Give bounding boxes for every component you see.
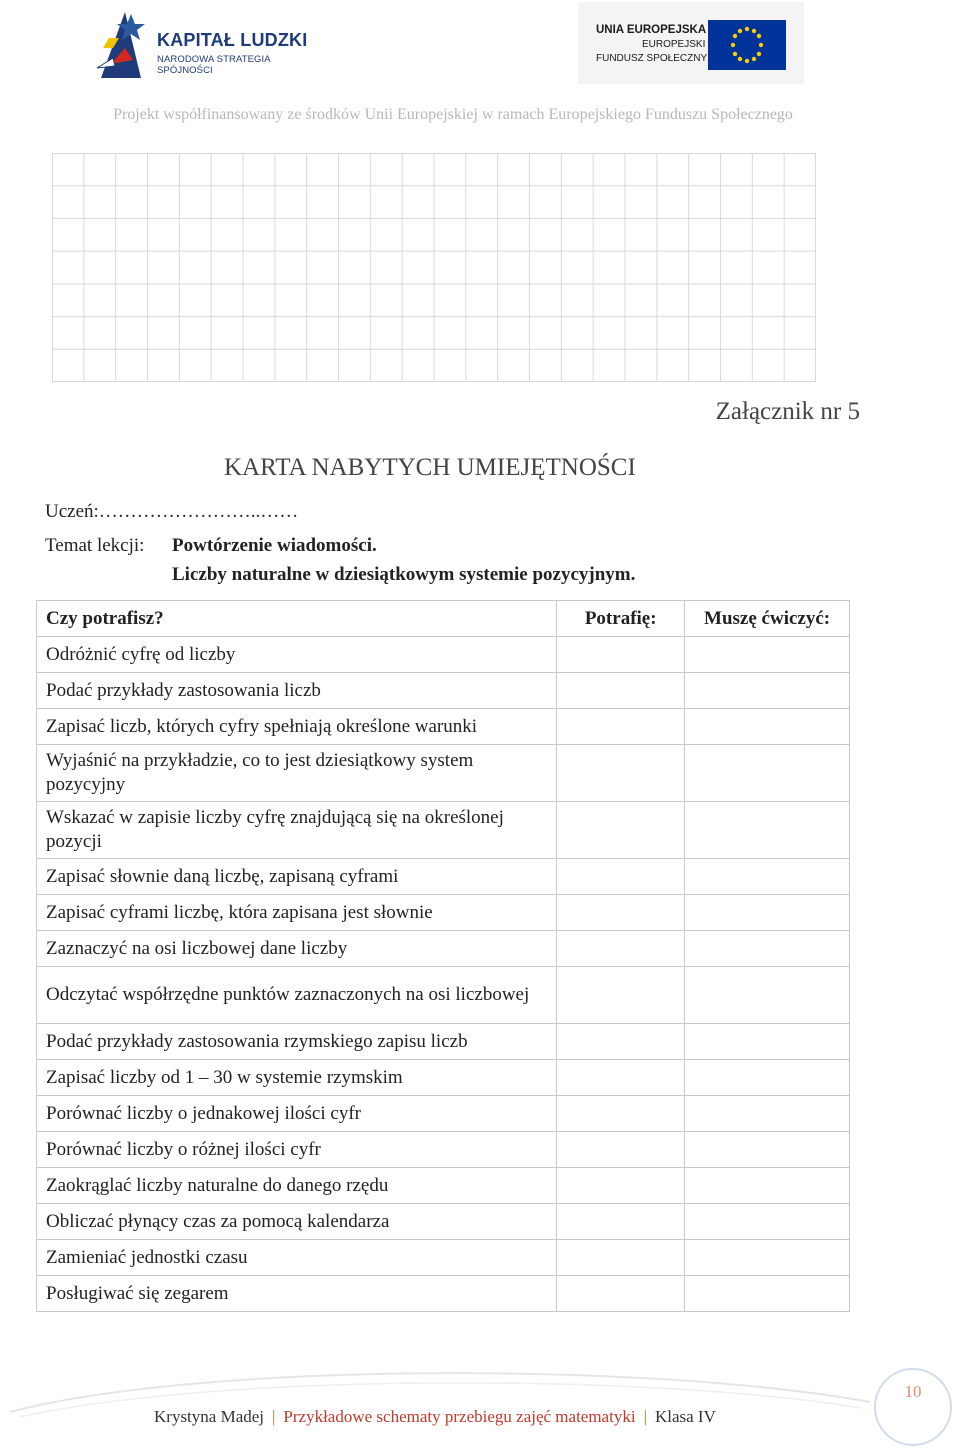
skill-label: Porównać liczby o jednakowej ilości cyfr	[37, 1096, 557, 1132]
kapital-ludzki-title: KAPITAŁ LUDZKI	[157, 30, 308, 50]
skill-label: Zaokrąglać liczby naturalne do danego rzędu	[37, 1168, 557, 1204]
footer-class: Klasa IV	[654, 1407, 716, 1426]
footer-book-title: Przykładowe schematy przebiegu zajęć matematyki	[283, 1407, 636, 1426]
table-row	[37, 859, 850, 895]
table-row	[37, 745, 850, 802]
table-row	[37, 1168, 850, 1204]
page-title: KARTA NABYTYCH UMIEJĘTNOŚCI	[224, 454, 636, 481]
kapital-ludzki-subtitle: NARODOWA STRATEGIA SPÓJNOŚCI	[157, 54, 271, 76]
table-row	[37, 637, 850, 673]
skill-label: Wskazać w zapisie liczby cyfrę znajdującą się na określonej pozycji	[37, 802, 557, 859]
student-field: Uczeń:……………………..……	[45, 501, 299, 522]
need-practice-cell[interactable]	[685, 1060, 850, 1096]
can-do-cell[interactable]	[557, 1276, 685, 1312]
skill-label: Zapisać cyframi liczbę, która zapisana jest słownie	[37, 895, 557, 931]
footer-author: Krystyna Madej	[154, 1407, 265, 1426]
header-question: Czy potrafisz?	[37, 601, 557, 637]
skill-label: Porównać liczby o różnej ilości cyfr	[37, 1132, 557, 1168]
need-practice-cell[interactable]	[685, 745, 850, 802]
can-do-cell[interactable]	[557, 673, 685, 709]
skills-table	[36, 600, 850, 1312]
need-practice-cell[interactable]	[685, 1024, 850, 1060]
footer-separator: |	[643, 1407, 647, 1426]
lesson-topic-label: Temat lekcji:	[45, 535, 145, 556]
need-practice-cell[interactable]	[685, 637, 850, 673]
can-do-cell[interactable]	[557, 745, 685, 802]
eu-logo-line3: FUNDUSZ SPOŁECZNY	[596, 53, 708, 64]
skill-label: Podać przykłady zastosowania liczb	[37, 673, 557, 709]
kapital-ludzki-emblem-icon	[95, 8, 155, 80]
table-row	[37, 1276, 850, 1312]
need-practice-cell[interactable]	[685, 1168, 850, 1204]
skill-label: Zamieniać jednostki czasu	[37, 1240, 557, 1276]
can-do-cell[interactable]	[557, 709, 685, 745]
can-do-cell[interactable]	[557, 1060, 685, 1096]
can-do-cell[interactable]	[557, 895, 685, 931]
can-do-cell[interactable]	[557, 1204, 685, 1240]
eu-flag-icon	[708, 20, 786, 70]
can-do-cell[interactable]	[557, 1168, 685, 1204]
lesson-topic-line2: Liczby naturalne w dziesiątkowym systemie pozycyjnym.	[172, 564, 636, 585]
squared-grid	[52, 153, 816, 382]
eu-logo-line2: EUROPEJSKI	[642, 39, 706, 50]
table-row	[37, 967, 850, 1024]
skills-table-body	[37, 637, 850, 1312]
page-number: 10	[874, 1368, 952, 1446]
project-cofinancing-note: Projekt współfinansowany ze środków Unii Europejskiej w ramach Europejskiego Funduszu Społecznego	[113, 106, 793, 123]
need-practice-cell[interactable]	[685, 673, 850, 709]
table-row	[37, 1060, 850, 1096]
table-row	[37, 709, 850, 745]
attachment-label: Załącznik nr 5	[715, 398, 860, 425]
table-row	[37, 1024, 850, 1060]
skill-label: Zaznaczyć na osi liczbowej dane liczby	[37, 931, 557, 967]
need-practice-cell[interactable]	[685, 802, 850, 859]
eu-logo	[578, 2, 804, 84]
header-can-do: Potrafię:	[557, 601, 685, 637]
can-do-cell[interactable]	[557, 967, 685, 1024]
skill-label: Odczytać współrzędne punktów zaznaczonych na osi liczbowej	[37, 967, 557, 1024]
can-do-cell[interactable]	[557, 1096, 685, 1132]
need-practice-cell[interactable]	[685, 931, 850, 967]
skill-label: Podać przykłady zastosowania rzymskiego zapisu liczb	[37, 1024, 557, 1060]
eu-logo-line1: UNIA EUROPEJSKA	[596, 24, 707, 36]
need-practice-cell[interactable]	[685, 1240, 850, 1276]
header-need-practice: Muszę ćwiczyć:	[685, 601, 850, 637]
can-do-cell[interactable]	[557, 1024, 685, 1060]
footer-separator: |	[272, 1407, 276, 1426]
table-row	[37, 1096, 850, 1132]
can-do-cell[interactable]	[557, 931, 685, 967]
skill-label: Wyjaśnić na przykładzie, co to jest dziesiątkowy system pozycyjny	[37, 745, 557, 802]
table-row	[37, 931, 850, 967]
can-do-cell[interactable]	[557, 802, 685, 859]
need-practice-cell[interactable]	[685, 1132, 850, 1168]
table-row	[37, 895, 850, 931]
need-practice-cell[interactable]	[685, 859, 850, 895]
footer	[154, 1407, 716, 1427]
need-practice-cell[interactable]	[685, 709, 850, 745]
skill-label: Posługiwać się zegarem	[37, 1276, 557, 1312]
can-do-cell[interactable]	[557, 1240, 685, 1276]
table-row	[37, 1240, 850, 1276]
table-row	[37, 1132, 850, 1168]
need-practice-cell[interactable]	[685, 1276, 850, 1312]
kapital-ludzki-logo	[95, 8, 325, 80]
need-practice-cell[interactable]	[685, 1096, 850, 1132]
need-practice-cell[interactable]	[685, 967, 850, 1024]
skill-label: Obliczać płynący czas za pomocą kalendarza	[37, 1204, 557, 1240]
skill-label: Odróżnić cyfrę od liczby	[37, 637, 557, 673]
table-header-row	[37, 601, 850, 637]
need-practice-cell[interactable]	[685, 895, 850, 931]
table-row	[37, 673, 850, 709]
skill-label: Zapisać liczb, których cyfry spełniają określone warunki	[37, 709, 557, 745]
can-do-cell[interactable]	[557, 859, 685, 895]
can-do-cell[interactable]	[557, 1132, 685, 1168]
skill-label: Zapisać słownie daną liczbę, zapisaną cyframi	[37, 859, 557, 895]
lesson-topic-line1: Powtórzenie wiadomości.	[172, 535, 377, 556]
can-do-cell[interactable]	[557, 637, 685, 673]
skill-label: Zapisać liczby od 1 – 30 w systemie rzymskim	[37, 1060, 557, 1096]
table-row	[37, 802, 850, 859]
need-practice-cell[interactable]	[685, 1204, 850, 1240]
table-row	[37, 1204, 850, 1240]
